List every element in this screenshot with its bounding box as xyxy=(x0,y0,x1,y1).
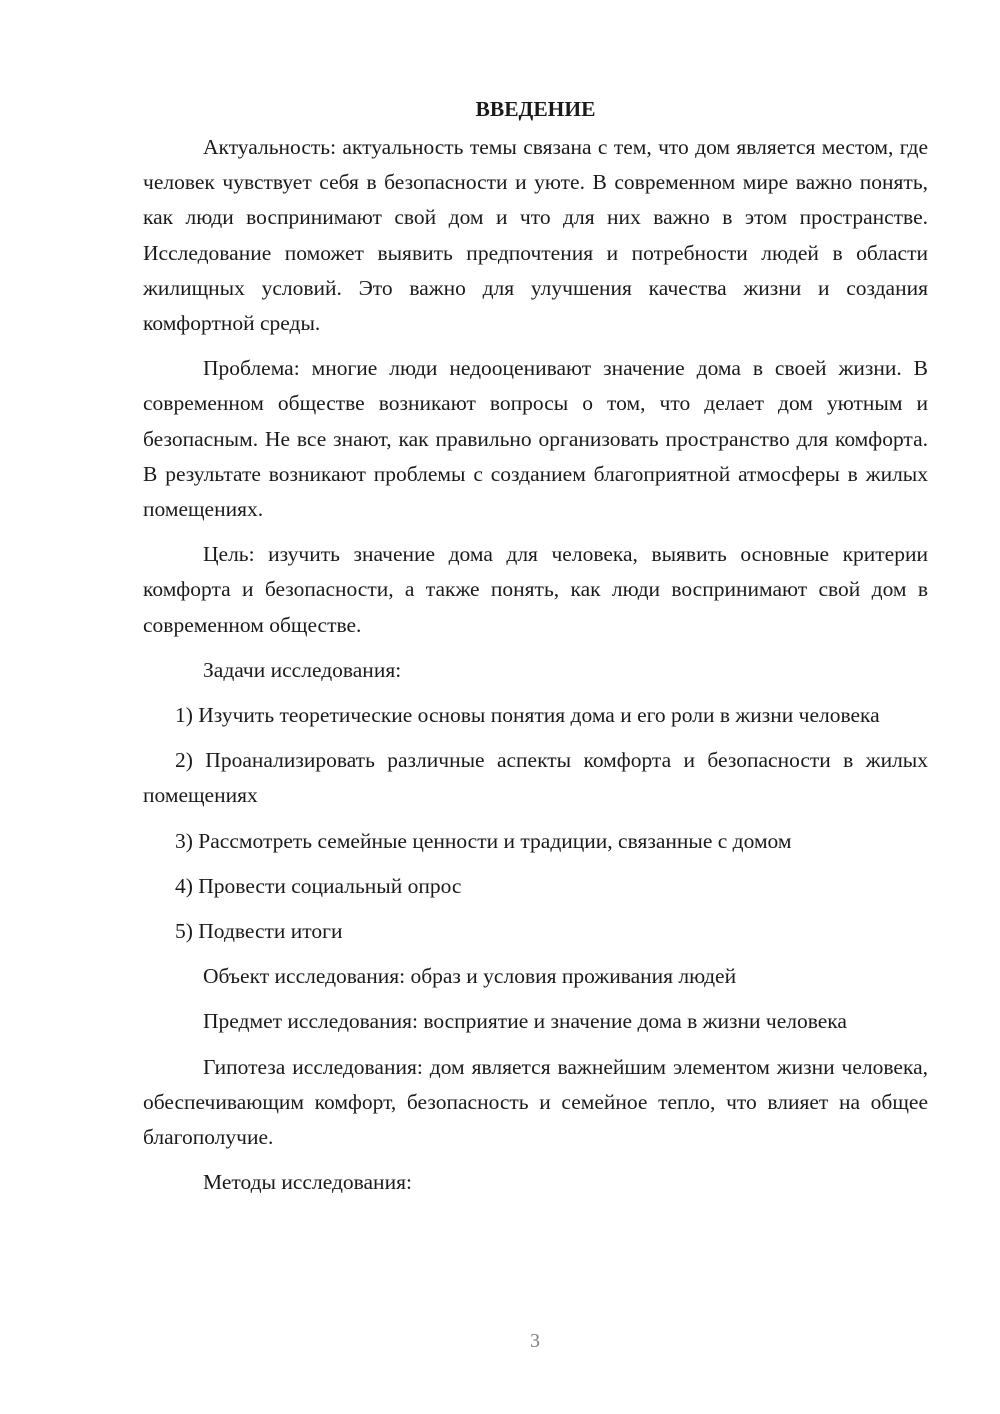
relevance-paragraph: Актуальность: актуальность темы связана с тем, что дом является местом, где человек чувствует себя в безопасности и уюте. В современном мире важно понять, как люди воспринимают свой дом и что для них важно в этом пространстве. Исследование поможет выявить предпочтения и потребности людей в области жилищных условий. Это важно для улучшения качества жизни и создания комфортной среды. xyxy=(143,135,928,336)
task-item-3: 3) Рассмотреть семейные ценности и традиции, связанные с домом xyxy=(175,828,792,853)
task-item-1: 1) Изучить теоретические основы понятия дома и его роли в жизни человека xyxy=(175,703,880,728)
tasks-heading: Задачи исследования: xyxy=(203,657,402,682)
goal-paragraph: Цель: изучить значение дома для человека, выявить основные критерии комфорта и безопасности, а также понять, как люди воспринимают свой дом в современном обществе. xyxy=(143,542,928,637)
task-item-4: 4) Провести социальный опрос xyxy=(175,873,462,898)
object-paragraph: Объект исследования: образ и условия проживания людей xyxy=(203,964,737,989)
problem-paragraph: Проблема: многие люди недооценивают значение дома в своей жизни. В современном обществе возникают вопросы о том, что делает дом уютным и безопасным. Не все знают, как правильно организовать пространство для комфорта. В результате возникают проблемы с созданием благоприятной атмосферы в жилых помещениях. xyxy=(143,356,928,522)
task-item-2: 2) Проанализировать различные аспекты комфорта и безопасности в жилых помещениях xyxy=(143,748,928,808)
task-item-5: 5) Подвести итоги xyxy=(175,919,343,944)
subject-paragraph: Предмет исследования: восприятие и значение дома в жизни человека xyxy=(203,1009,847,1034)
section-title: ВВЕДЕНИЕ xyxy=(475,97,596,121)
methods-heading: Методы исследования: xyxy=(203,1170,412,1195)
hypothesis-paragraph: Гипотеза исследования: дом является важнейшим элементом жизни человека, обеспечивающим комфорт, безопасность и семейное тепло, что влияет на общее благополучие. xyxy=(143,1054,928,1150)
page-number: 3 xyxy=(530,1330,540,1352)
document-page xyxy=(143,92,928,1210)
